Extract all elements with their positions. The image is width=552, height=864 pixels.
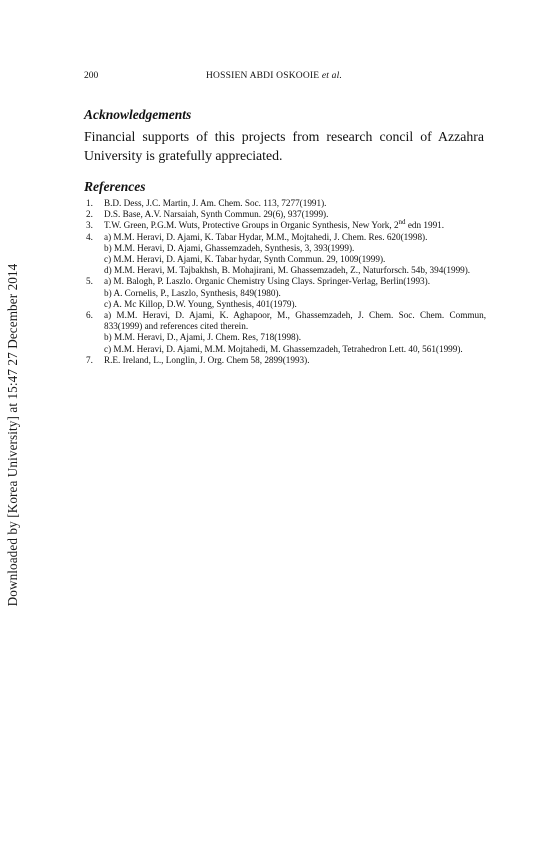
page-number: 200 <box>84 71 99 81</box>
acknowledgements-heading: Acknowledgements <box>84 107 192 122</box>
references-list <box>86 198 486 366</box>
reference-text: a) M.M. Heravi, D. Ajami, K. Tabar Hydar, M.M., Mojtahedi, J. Chem. Res. 620(1998). <box>104 231 428 242</box>
reference-7 <box>86 355 486 366</box>
reference-text: b) M.M. Heravi, D., Ajami, J. Chem. Res, 718(1998). <box>104 332 302 343</box>
reference-6 <box>86 310 486 355</box>
reference-text: R.E. Ireland, L., Longlin, J. Org. Chem 58, 2899(1993). <box>104 354 310 365</box>
superscript-nd: nd <box>398 218 406 227</box>
reference-1 <box>86 198 486 209</box>
reference-number: 3. <box>86 220 93 231</box>
reference-number: 1. <box>86 198 93 208</box>
reference-text: d) M.M. Heravi, M. Tajbakhsh, B. Mohajirani, M. Ghassemzadeh, Z., Naturforsch. 54b, 394(1999). <box>104 265 471 276</box>
reference-4 <box>86 232 486 277</box>
reference-3 <box>86 220 486 231</box>
reference-text: B.D. Dess, J.C. Martin, J. Am. Chem. Soc. 113, 7277(1991). <box>104 198 327 208</box>
reference-text: D.S. Base, A.V. Narsaiah, Synth Commun. 29(6), 937(1999). <box>104 209 329 220</box>
download-watermark <box>2 262 24 608</box>
reference-text: c) A. Mc Killop, D.W. Young, Synthesis, 401(1979). <box>104 298 297 309</box>
running-head <box>206 71 342 81</box>
reference-text: b) M.M. Heravi, D. Ajami, Ghassemzadeh, Synthesis, 3, 393(1999). <box>104 242 355 253</box>
reference-text: a) M.M. Heravi, D. Ajami, K. Aghapoor, M., Ghassemzadeh, J. Chem. Soc. Chem. Commun, 833(1999) and references cited therein. <box>104 310 486 332</box>
reference-number: 7. <box>86 354 93 365</box>
reference-2 <box>86 209 486 220</box>
running-head-etal: et al. <box>321 71 343 81</box>
reference-text: b) A. Cornelis, P., Laszlo, Synthesis, 849(1980). <box>104 287 281 298</box>
reference-number: 4. <box>86 231 93 242</box>
reference-text: c) M.M. Heravi, D. Ajami, M.M. Mojtahedi, M. Ghassemzadeh, Tetrahedron Lett. 40, 561(1999). <box>104 343 463 354</box>
acknowledgements-body: Financial supports of this projects from research concil of Azzahra University is gratefully appreciated. <box>84 129 484 163</box>
reference-5 <box>86 276 486 310</box>
download-watermark-text: Downloaded by [Korea University] at 15:47 27 December 2014 <box>5 263 20 607</box>
reference-text: c) M.M. Heravi, D. Ajami, K. Tabar hydar, Synth Commun. 29, 1009(1999). <box>104 254 386 265</box>
reference-number: 5. <box>86 276 93 287</box>
reference-text: a) M. Balogh, P. Laszlo. Organic Chemistry Using Clays. Springer-Verlag, Berlin(1993). <box>104 276 431 287</box>
references-heading: References <box>84 179 146 194</box>
reference-number: 6. <box>86 310 93 321</box>
running-head-authors: HOSSIEN ABDI OSKOOIE <box>206 71 320 81</box>
reference-number: 2. <box>86 209 93 220</box>
reference-text: T.W. Green, P.G.M. Wuts, Protective Groups in Organic Synthesis, New York, 2nd edn 1991. <box>104 218 445 231</box>
